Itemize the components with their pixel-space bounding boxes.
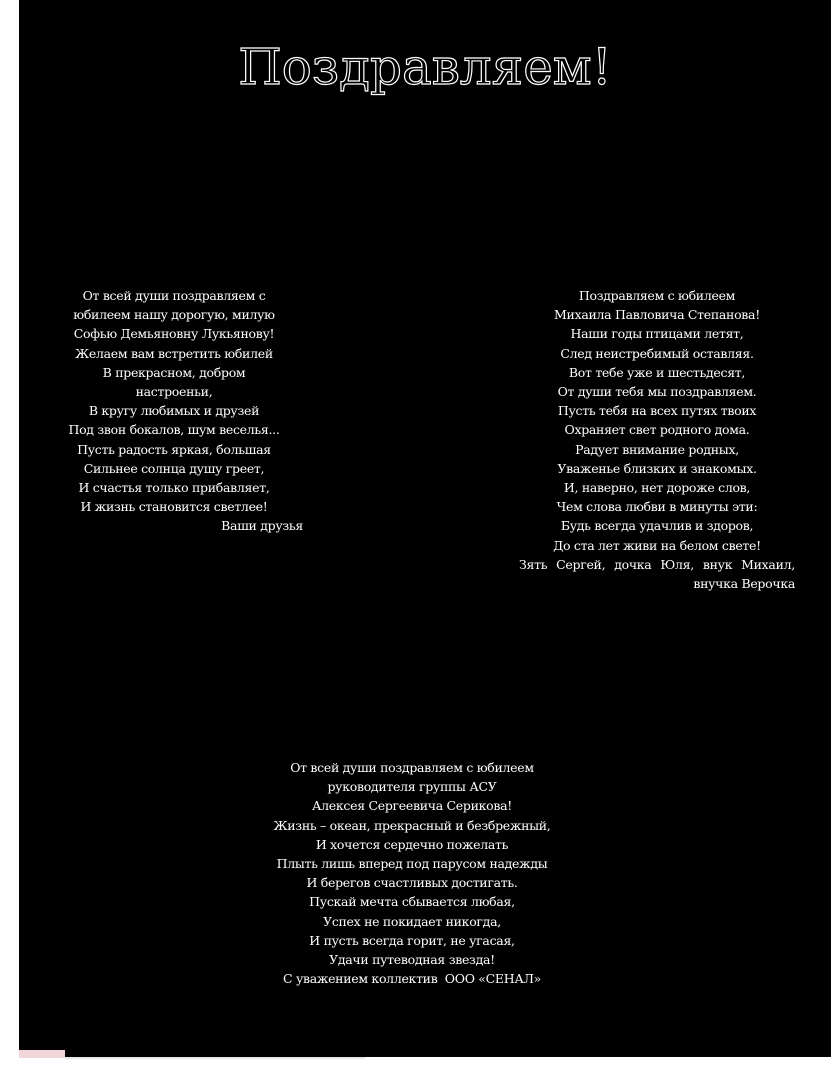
signature-word: дочка — [614, 556, 652, 572]
poem-line: Жизнь – океан, прекрасный и безбрежный, — [273, 817, 551, 833]
poem-line: След неистребимый оставляя. — [560, 345, 754, 361]
poem-line: Поздравляем с юбилеем — [578, 288, 736, 303]
poem-line: Чем слова любви в минуты эти: — [556, 499, 758, 515]
poem-line: В кругу любимых и друзей — [88, 403, 260, 419]
poem-line: Алексея Сергеевича Серикова! — [312, 798, 512, 814]
poem-line: Софью Демьяновну Лукьянову! — [73, 326, 275, 342]
poem-line: Пусть радость яркая, большая — [77, 441, 271, 457]
poem-line: И пусть всегда горит, не угасая, — [309, 932, 515, 948]
poem-line: Будь всегда удачлив и здоров, — [560, 518, 754, 534]
poem-line: И хочется сердечно пожелать — [315, 836, 509, 852]
signature-word: Михаил, — [741, 556, 795, 572]
poem-line: Под звон бокалов, шум веселья... — [68, 422, 280, 438]
poem-line: Радует внимание родных, — [575, 441, 739, 457]
poem-line: Плыть лишь вперед под парусом надежды — [276, 856, 548, 872]
poem-line: До ста лет живи на белом свете! — [553, 537, 761, 553]
poem-line: Михаила Павловича Степанова! — [554, 307, 760, 323]
poem-line: руководителя группы АСУ — [327, 779, 497, 795]
greeting-block-1 — [61, 286, 303, 536]
poem-line: Наши годы птицами летят, — [570, 326, 744, 342]
poem-line: И, наверно, нет дороже слов, — [563, 480, 751, 496]
poem-line: Охраняет свет родного дома. — [564, 422, 750, 438]
poem-line: Сильнее солнца душу греет, — [83, 460, 265, 476]
page-edge-line — [65, 1057, 365, 1059]
signature-word: Юля, — [660, 556, 694, 572]
poem-line: Пускай мечта сбывается любая, — [309, 894, 515, 910]
signature-word: Сергей, — [556, 556, 606, 572]
poem-line: Пусть тебя на всех путях твоих — [557, 403, 757, 419]
poem-line: юбилеем нашу дорогую, милую — [73, 307, 275, 323]
poem-line: настроеньи, — [135, 384, 213, 400]
greeting-signature: С уважением коллектив ООО «СЕНАЛ» — [283, 971, 541, 987]
newspaper-page — [19, 0, 831, 1057]
greeting-signature: Ваши друзья — [221, 518, 303, 534]
greeting-signature — [519, 555, 795, 574]
greeting-block-3 — [267, 758, 557, 988]
signature-word: внук — [702, 556, 733, 572]
poem-line: От души тебя мы поздравляем. — [557, 384, 757, 400]
poem-line: Успех не покидает никогда, — [323, 913, 501, 929]
poem-line: От всей души поздравляем с — [82, 288, 266, 303]
poem-line: Вот тебе уже и шестьдесят, — [568, 364, 746, 380]
poem-line: От всей души поздравляем с юбилеем — [290, 760, 534, 775]
greeting-block-2 — [519, 286, 795, 593]
signature-word: Зять — [519, 556, 548, 572]
poem-line: И берегов счастливых достигать. — [306, 875, 518, 891]
poem-line: Удачи путеводная звезда! — [329, 952, 495, 968]
poem-line: Желаем вам встретить юбилей — [75, 345, 273, 361]
poem-line: И счастья только прибавляет, — [78, 480, 270, 496]
greeting-signature-last: внучка Верочка — [693, 576, 795, 592]
corner-strip — [19, 1050, 65, 1058]
poem-line: Уваженье близких и знакомых. — [557, 460, 757, 476]
page-title: Поздравляем! — [238, 38, 612, 96]
poem-line: В прекрасном, добром — [102, 364, 246, 380]
poem-line: И жизнь становится светлее! — [80, 499, 268, 515]
